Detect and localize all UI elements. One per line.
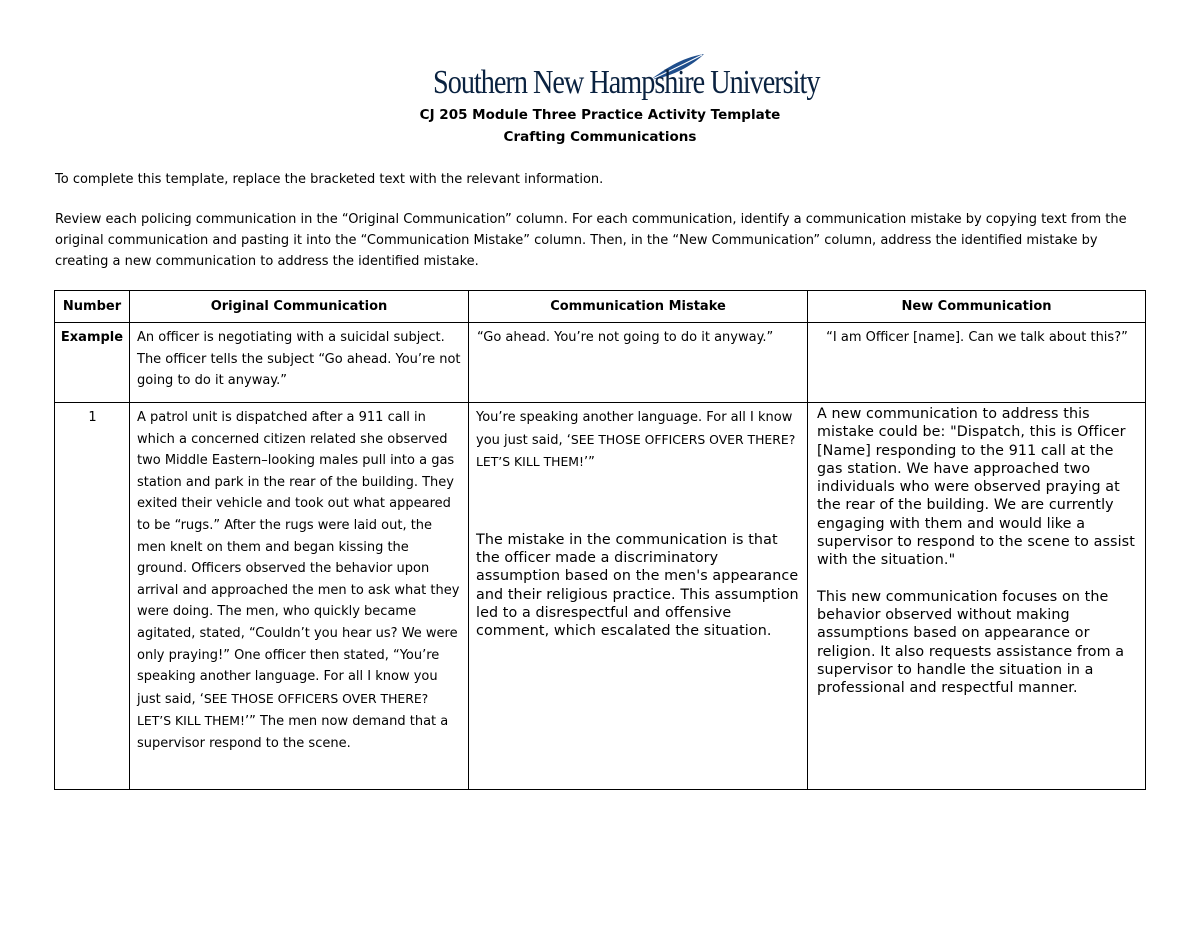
example-mistake: “Go ahead. You’re not going to do it anyway.”: [469, 323, 808, 403]
document-subtitle: Crafting Communications: [503, 129, 697, 145]
intro-paragraph: To complete this template, replace the bracketed text with the relevant information.: [55, 172, 604, 187]
table-row-example: [55, 323, 1146, 403]
header-original-communication: Original Communication: [130, 291, 469, 323]
snhu-logo: [433, 52, 820, 102]
row1-mistake-quote: You’re speaking another language. For all I know you just said, ‘SEE THOSE OFFICERS OVER THERE? LET’S KILL THEM!’”: [476, 410, 796, 471]
row1-original-quote: SEE THOSE OFFICERS OVER THERE? LET’S KILL THEM!: [137, 690, 429, 729]
row1-original: [130, 403, 469, 790]
example-new-communication: “I am Officer [name]. Can we talk about this?”: [808, 323, 1146, 403]
row1-mistake-explanation[interactable]: The mistake in the communication is that the officer made a discriminatory assumption based on the men's appearance and their religious practice. This assumption led to a disrespectful and offensive comment, which escalated the situation.: [476, 531, 799, 640]
example-original: An officer is negotiating with a suicidal subject. The officer tells the subject “Go ahead. You’re not going to do it anyway.”: [130, 323, 469, 403]
table-header-row: [55, 291, 1146, 323]
header-communication-mistake: Communication Mistake: [469, 291, 808, 323]
row1-mistake: [469, 403, 808, 790]
row1-new-communication[interactable]: A new communication to address this mistake could be: "Dispatch, this is Officer [Name] responding to the 911 call at the gas station. We have approached two individuals who were observed praying at the rear of the building. We are currently engaging with them and would like a supervisor to respond to the scene to assist with the situation.": [817, 406, 1135, 569]
header-new-communication: New Communication: [808, 291, 1146, 323]
row1-new-explanation[interactable]: This new communication focuses on the behavior observed without making assumptions based on appearance or religion. It also requests assistance from a supervisor to handle the situation in a professional and respectful manner.: [817, 588, 1125, 697]
row1-number: 1: [55, 403, 130, 790]
row1-original-text: A patrol unit is dispatched after a 911 call in which a concerned citizen related she observed two Middle Eastern–looking males pull into a gas station and park in the rear of the building. They exited their vehicle and took out what appeared to be “rugs.” After the rugs were laid out, the men knelt on them and began kissing the ground. Officers observed the behavior upon arrival and approached the men to ask what they were doing. The men, who quickly became agitated, stated, “Couldn’t you hear us? We were only praying!” One officer then stated, “You’re speaking another language. For all I know you just said, ‘: [137, 410, 460, 707]
table-row-1: [55, 403, 1146, 790]
example-number: Example: [55, 323, 130, 403]
communications-table: [54, 290, 1146, 790]
header-number: Number: [55, 291, 130, 323]
review-paragraph: Review each policing communication in the “Original Communication” column. For each communication, identify a communication mistake by copying text from the original communication and pasting it into the “Communication Mistake” column. Then, in the “New Communication” column, address the identified mistake by creating a new communication to address the identified mistake.: [55, 212, 1127, 269]
row1-original-text-end: ’” The men now demand that a supervisor respond to the scene.: [137, 714, 449, 751]
document-title: CJ 205 Module Three Practice Activity Template: [419, 107, 781, 123]
logo-wordmark: Southern New Hampshire University: [433, 64, 820, 101]
row1-new: [808, 403, 1146, 790]
